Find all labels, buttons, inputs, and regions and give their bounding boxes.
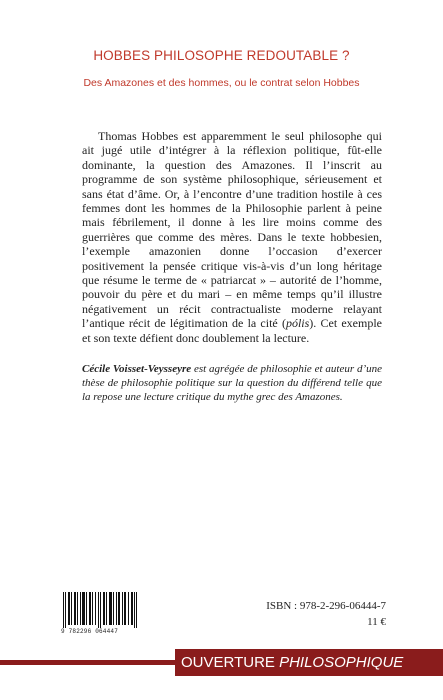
summary-text: Thomas Hobbes est apparemment le seul philosophe qui ait jugé utile d’intégrer à la réflexion politique, fût-elle dominante, la question des Amazones. Il l’inscrit au programme de son système philosophique, sérieusement et sans état d’âme. Or, à l’encontre d’une tradition hostile à ces femmes dont les hommes de la Philosophie parlent à peine mais fébrilement, il donne à les lire moins comme des guerrières que comme des mères. Dans le texte hobbesien, l’exemple amazonien donne l’occasion d’exercer positivement la pensée critique vis-à-vis d’un long héritage que résume le terme de « patriarcat » – autorité de l’homme, pouvoir du père et du mari – en même temps qu’il illustre négativement un récit contractualiste moderne relayant l’antique récit de légitimation de la cité ( [82, 129, 382, 331]
cover-subtitle: Des Amazones et des hommes, ou le contrat selon Hobbes [83, 77, 360, 89]
author-bio-text: est agrégée de philosophie et auteur d’une thèse de philosophie politique sur la question du différend telle que la repose une lecture critique du mythe grec des Amazones. [82, 363, 382, 403]
collection-name-part1: OUVERTURE [181, 654, 280, 671]
summary-text-end: ). Cet exemple et son texte défient donc doublement la lecture. [82, 316, 382, 345]
polis-term: pólis [285, 316, 310, 331]
barcode-graphic [61, 592, 139, 628]
isbn: ISBN : 978-2-296-06444-7 [266, 600, 386, 612]
price: 11 € [367, 616, 386, 628]
collection-name-part2: PHILOSOPHIQUE [279, 654, 404, 671]
summary-paragraph [82, 129, 382, 345]
barcode-number: 9 782296 064447 [61, 628, 119, 635]
author-bio [82, 362, 382, 404]
cover-title: HOBBES PHILOSOPHE REDOUTABLE ? [93, 48, 350, 63]
author-name: Cécile Voisset-Veysseyre [82, 363, 192, 375]
barcode [61, 592, 139, 632]
collection-stripe [0, 660, 175, 665]
collection-banner [175, 649, 443, 676]
